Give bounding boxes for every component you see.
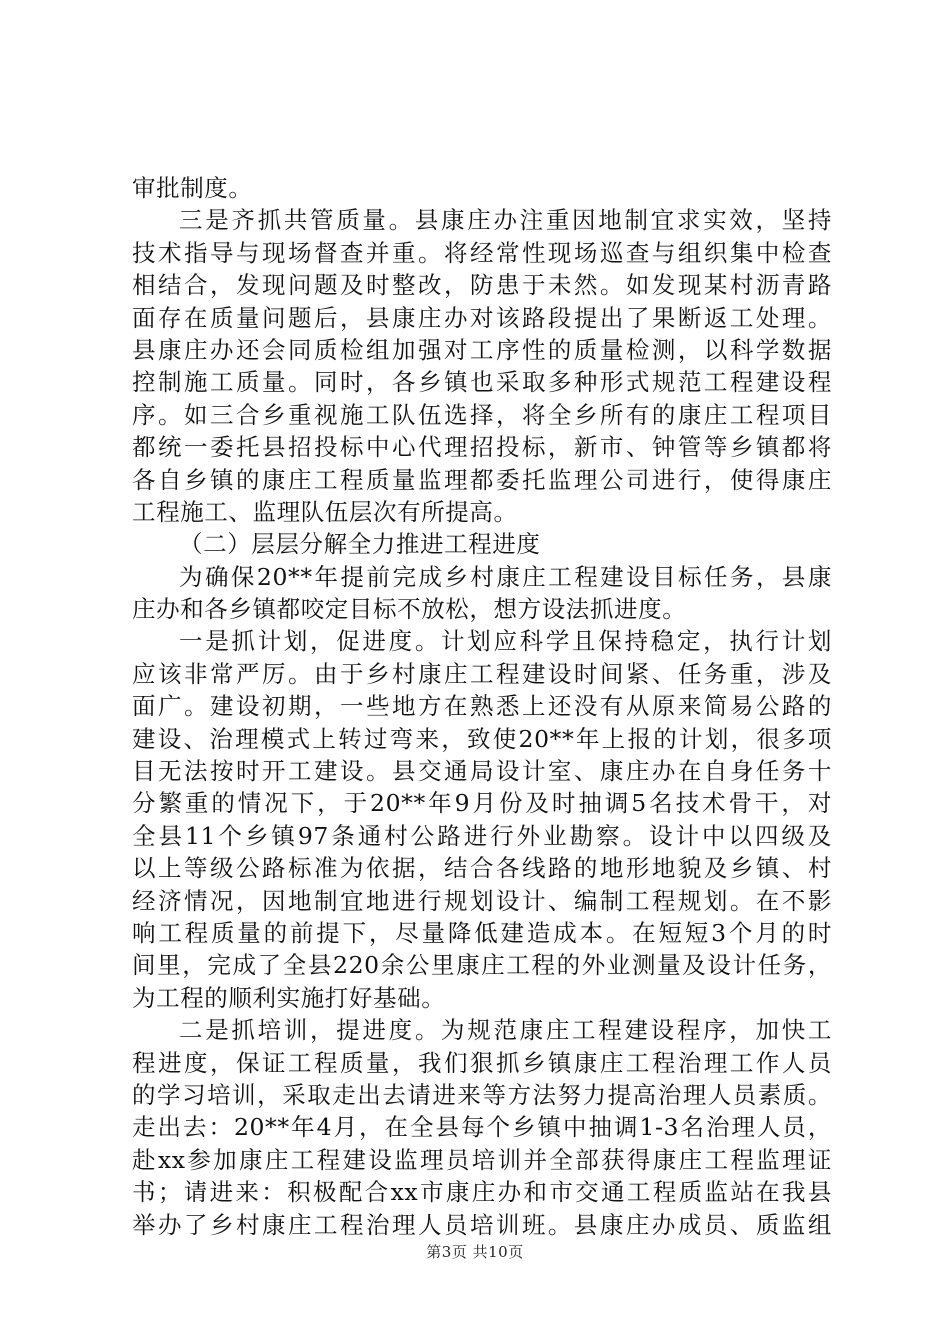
text-line: 为确保20**年提前完成乡村康庄工程建设目标任务，县康 bbox=[179, 562, 832, 591]
text-line: 都统一委托县招投标中心代理招投标，新市、钟管等乡镇都将 bbox=[132, 433, 832, 462]
text-line: 技术指导与现场督查并重。将经常性现场巡查与组织集中检查 bbox=[132, 238, 832, 267]
text-line: 庄办和各乡镇都咬定目标不放松，想方设法抓进度。 bbox=[132, 595, 687, 624]
text-line: 三是齐抓共管质量。县康庄办注重因地制宜求实效，坚持 bbox=[179, 206, 832, 235]
text-line: 审批制度。 bbox=[132, 174, 253, 202]
text-line: 面广。建设初期，一些地方在熟悉上还没有从原来简易公路的 bbox=[132, 692, 832, 721]
text-line: 走出去：20**年4月，在全县每个乡镇中抽调1-3名治理人员， bbox=[132, 1113, 832, 1142]
text-line: 分繁重的情况下，于20**年9月份及时抽调5名技术骨干，对 bbox=[132, 789, 832, 818]
text-line: 建设、治理模式上转过弯来，致使20**年上报的计划，很多项 bbox=[132, 724, 832, 753]
text-line: 间里，完成了全县220余公里康庄工程的外业测量及设计任务， bbox=[132, 951, 832, 980]
text-line: 经济情况，因地制宜地进行规划设计、编制工程规划。在不影 bbox=[132, 886, 832, 915]
text-line: 控制施工质量。同时，各乡镇也采取多种形式规范工程建设程 bbox=[132, 368, 832, 397]
document-body bbox=[132, 172, 832, 1241]
text-line: 全县11个乡镇97条通村公路进行外业勘察。设计中以四级及 bbox=[132, 821, 832, 850]
text-line: （二）层层分解全力推进工程进度 bbox=[179, 530, 541, 559]
text-line: 面存在质量问题后，县康庄办对该路段提出了果断返工处理。 bbox=[132, 303, 832, 332]
text-line: 举办了乡村康庄工程治理人员培训班。县康庄办成员、质监组 bbox=[132, 1210, 832, 1239]
page-footer: 第3页 共10页 bbox=[426, 1243, 524, 1261]
text-line: 二是抓培训，提进度。为规范康庄工程建设程序，加快工 bbox=[179, 1016, 832, 1045]
text-line: 的学习培训，采取走出去请进来等方法努力提高治理人员素质。 bbox=[132, 1080, 832, 1109]
text-line: 目无法按时开工建设。县交通局设计室、康庄办在自身任务十 bbox=[132, 757, 832, 786]
text-line: 为工程的顺利实施打好基础。 bbox=[132, 983, 446, 1012]
text-line: 以上等级公路标准为依据，结合各线路的地形地貌及乡镇、村 bbox=[132, 854, 832, 883]
text-line: 工程施工、监理队伍层次有所提高。 bbox=[132, 497, 518, 526]
text-line: 赴xx参加康庄工程建设监理员培训并全部获得康庄工程监理证 bbox=[132, 1145, 832, 1174]
text-line: 响工程质量的前提下，尽量降低建造成本。在短短3个月的时 bbox=[132, 918, 832, 947]
text-line: 应该非常严厉。由于乡村康庄工程建设时间紧、任务重，涉及 bbox=[132, 659, 832, 688]
text-line: 序。如三合乡重视施工队伍选择，将全乡所有的康庄工程项目 bbox=[132, 400, 832, 429]
text-line: 书；请进来：积极配合xx市康庄办和市交通工程质监站在我县 bbox=[132, 1178, 832, 1207]
text-line: 程进度，保证工程质量，我们狠抓乡镇康庄工程治理工作人员 bbox=[132, 1048, 832, 1077]
text-line: 县康庄办还会同质检组加强对工序性的质量检测，以科学数据 bbox=[132, 335, 832, 364]
text-line: 各自乡镇的康庄工程质量监理都委托监理公司进行，使得康庄 bbox=[132, 465, 832, 494]
text-line: 一是抓计划，促进度。计划应科学且保持稳定，执行计划 bbox=[179, 627, 832, 656]
text-line: 相结合，发现问题及时整改，防患于未然。如发现某村沥青路 bbox=[132, 271, 832, 300]
